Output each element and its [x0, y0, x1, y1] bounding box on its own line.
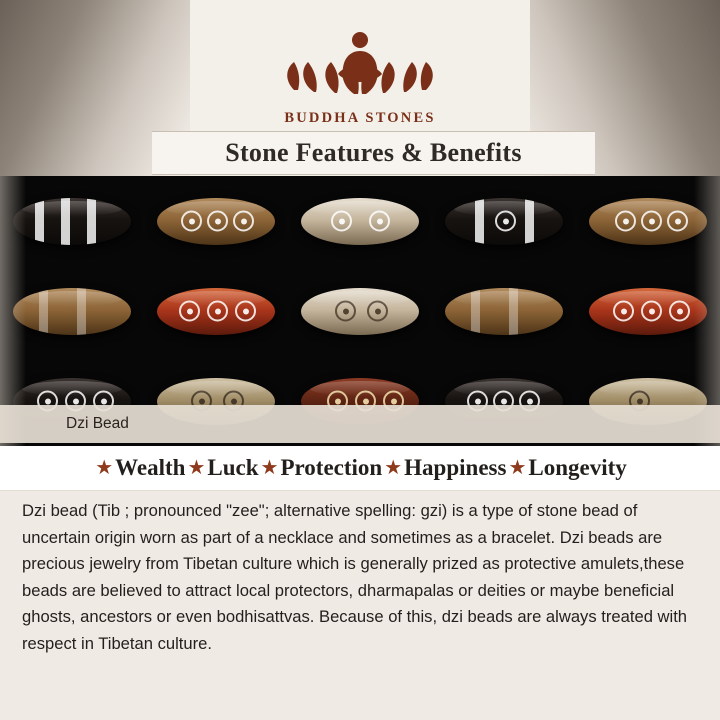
brand-logo [0, 24, 720, 127]
bead-item [445, 288, 563, 335]
star-icon: ★ [508, 457, 527, 479]
benefit-item: Protection [280, 455, 383, 480]
description-text: Dzi bead (Tib ; pronounced "zee"; alternative spelling: gzi) is a type of stone bead of uncertain origin worn as part of a necklace and sometimes as a bracelet. Dzi beads are precious jewelry from Tibetan culture which is generally prized as protective amulets,these beads are believed to attract local protectors, dharmapalas or deities or maybe beneficial ghosts, ancestors or even bodhisattvas. Because of this, dzi beads are always treated with respect in Tibetan culture. [22, 501, 688, 653]
bead-item [157, 198, 275, 245]
star-icon: ★ [260, 457, 279, 479]
page-title: Stone Features & Benefits [225, 138, 522, 167]
photo-caption-bar [0, 405, 720, 443]
benefit-item: Happiness [404, 455, 507, 480]
bead-item [301, 198, 419, 245]
bead-item [13, 198, 131, 245]
star-icon: ★ [95, 457, 114, 479]
bead-item [589, 198, 707, 245]
lotus-meditation-icon [280, 24, 440, 106]
benefits-strip [0, 446, 720, 491]
star-icon: ★ [384, 457, 403, 479]
bead-item [13, 288, 131, 335]
bead-item [157, 288, 275, 335]
bead-item [445, 198, 563, 245]
bead-row-middle [0, 266, 720, 356]
photo-caption: Dzi Bead [66, 415, 129, 432]
benefit-item: Wealth [115, 455, 186, 480]
star-icon: ★ [187, 457, 206, 479]
bead-item [301, 288, 419, 335]
section-title-bar [152, 131, 595, 175]
dzi-beads-photo [0, 176, 720, 446]
benefit-item: Longevity [528, 455, 627, 480]
bead-row-top [0, 176, 720, 266]
benefit-item: Luck [207, 455, 259, 480]
brand-name: BUDDHA STONES [284, 110, 436, 126]
bead-item [589, 288, 707, 335]
